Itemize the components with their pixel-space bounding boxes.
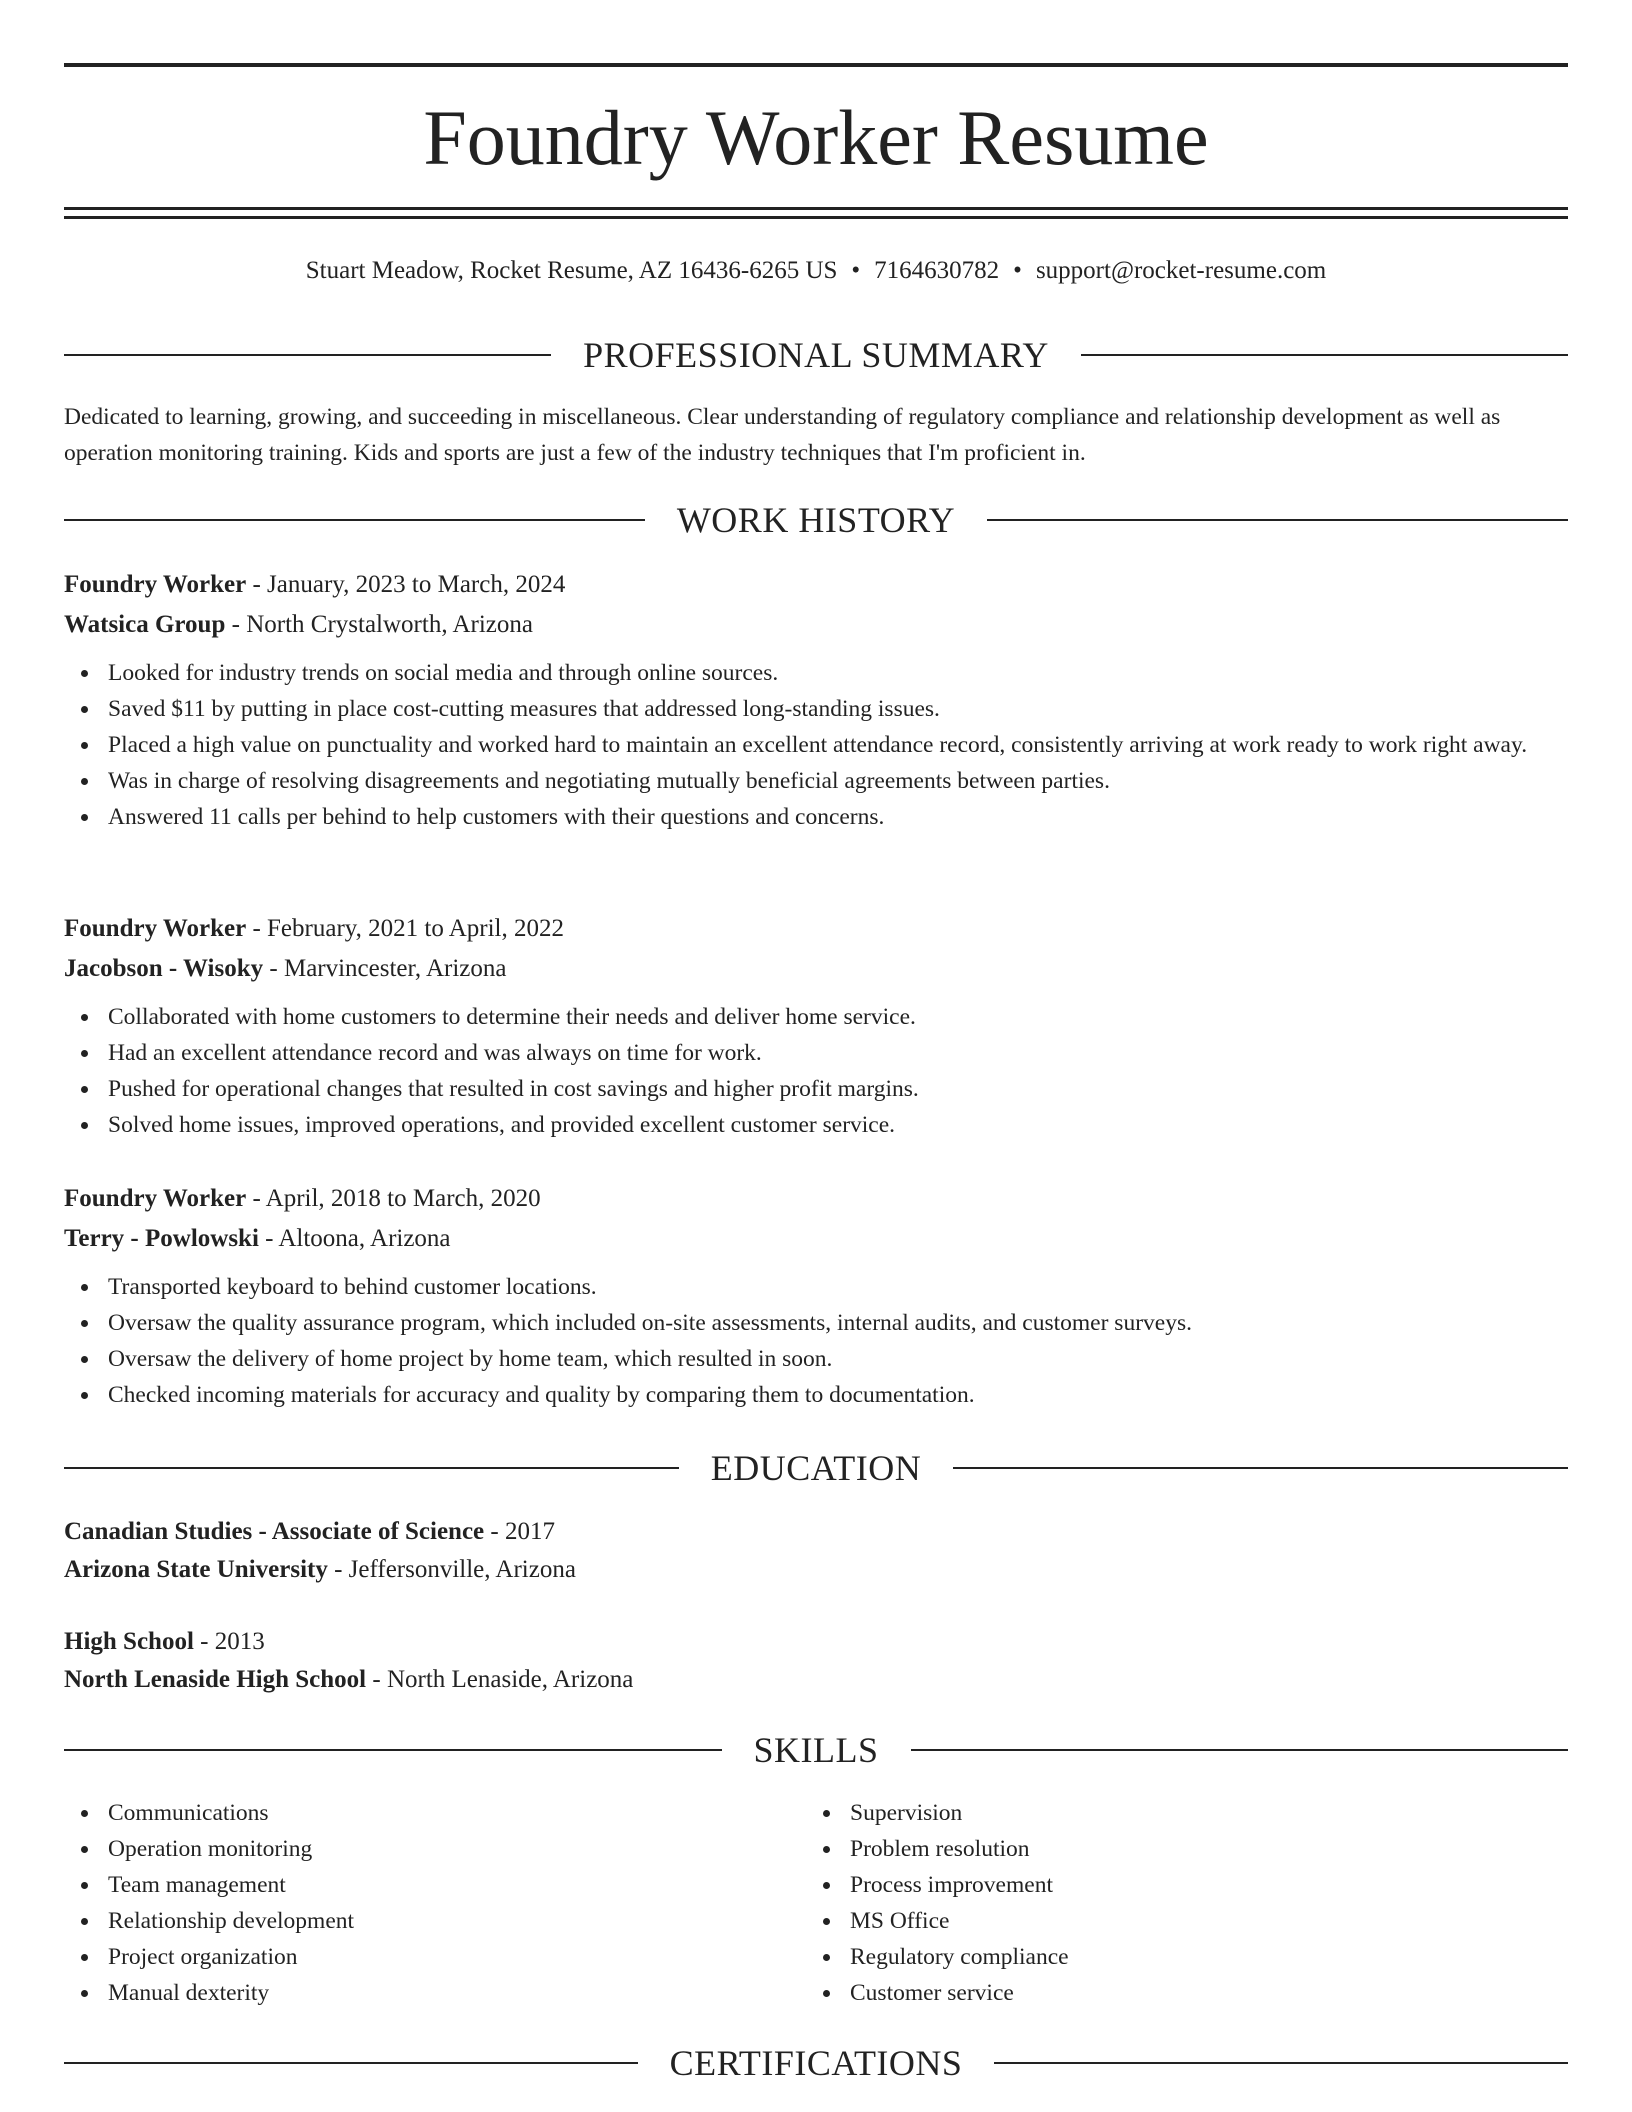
job-location: - Altoona, Arizona — [258, 1225, 451, 1252]
section-header-summary — [64, 332, 1568, 378]
contact-email: support@rocket-resume.com — [1035, 257, 1327, 284]
job-entry — [64, 565, 1568, 835]
skill-item: Regulatory compliance — [806, 1939, 1506, 1975]
education-location: - North Lenaside, Arizona — [366, 1666, 634, 1693]
skill-item: Project organization — [64, 1939, 764, 1975]
job-bullet: Solved home issues, improved operations, and provided excellent customer service. — [64, 1107, 1568, 1143]
skill-item: MS Office — [806, 1903, 1506, 1939]
job-company-line — [64, 949, 1568, 989]
education-school-line — [64, 1551, 1568, 1589]
section-rule — [987, 519, 1568, 521]
job-dates: - April, 2018 to March, 2020 — [246, 1185, 541, 1212]
title-rule-upper — [64, 207, 1568, 210]
section-header-education — [64, 1445, 1568, 1491]
job-bullets — [64, 655, 1568, 835]
job-company: Watsica Group — [64, 611, 226, 638]
section-title: PROFESSIONAL SUMMARY — [583, 335, 1049, 375]
section-rule — [64, 354, 551, 356]
education-degree-line — [64, 1623, 1568, 1661]
job-bullet: Looked for industry trends on social media and through online sources. — [64, 655, 1568, 691]
skill-item: Process improvement — [806, 1867, 1506, 1903]
job-entry — [64, 909, 1568, 1143]
job-company: Jacobson - Wisoky — [64, 955, 264, 982]
section-rule — [64, 2062, 638, 2064]
summary-text: Dedicated to learning, growing, and succeeding in miscellaneous. Clear understanding of regulatory compliance and relationship development as well as operation monitoring training. Kids and sports are just a few of the industry techniques that I'm proficient in. — [64, 404, 1501, 466]
job-title-line — [64, 565, 1568, 605]
skills-list-left — [64, 1795, 764, 2011]
skill-item: Communications — [64, 1795, 764, 1831]
education-school-line — [64, 1661, 1568, 1699]
contact-phone: 7164630782 — [874, 257, 1000, 284]
contact-line — [64, 254, 1568, 288]
section-header-skills — [64, 1727, 1568, 1773]
education-school: Arizona State University — [64, 1556, 328, 1583]
skill-item: Relationship development — [64, 1903, 764, 1939]
section-title: SKILLS — [753, 1730, 879, 1770]
skill-item: Team management — [64, 1867, 764, 1903]
job-title: Foundry Worker — [64, 1185, 247, 1212]
job-bullet: Saved $11 by putting in place cost-cutting measures that addressed long-standing issues. — [64, 691, 1568, 727]
contact-separator: • — [1013, 257, 1022, 284]
job-company-line — [64, 1219, 1568, 1259]
section-header-certifications — [64, 2040, 1568, 2086]
job-bullet: Answered 11 calls per behind to help customers with their questions and concerns. — [64, 799, 1568, 835]
job-bullets — [64, 999, 1568, 1143]
job-bullet: Pushed for operational changes that resulted in cost savings and higher profit margins. — [64, 1071, 1568, 1107]
job-company: Terry - Powlowski — [64, 1225, 259, 1252]
job-title: Foundry Worker — [64, 571, 247, 598]
resume-title: Foundry Worker Resume — [423, 94, 1209, 181]
skill-item: Manual dexterity — [64, 1975, 764, 2011]
job-location: - North Crystalworth, Arizona — [225, 611, 533, 638]
job-title-line — [64, 909, 1568, 949]
section-title: CERTIFICATIONS — [669, 2043, 963, 2083]
job-entry — [64, 1179, 1568, 1413]
education-entry — [64, 1513, 1568, 1589]
section-rule — [64, 1749, 722, 1751]
education-location: - Jeffersonville, Arizona — [327, 1556, 576, 1583]
education-degree-line — [64, 1513, 1568, 1551]
education-entry — [64, 1623, 1568, 1699]
job-bullet: Oversaw the delivery of home project by home team, which resulted in soon. — [64, 1341, 1568, 1377]
education-year: - 2017 — [484, 1518, 555, 1545]
contact-address: Stuart Meadow, Rocket Resume, AZ 16436-6265 US — [305, 257, 838, 284]
job-bullet: Had an excellent attendance record and was always on time for work. — [64, 1035, 1568, 1071]
section-rule — [911, 1749, 1569, 1751]
title-rule-lower — [64, 216, 1568, 219]
contact-separator: • — [851, 257, 861, 284]
top-rule — [64, 63, 1568, 67]
section-rule — [1081, 354, 1568, 356]
job-bullet: Checked incoming materials for accuracy and quality by comparing them to documentation. — [64, 1377, 1568, 1413]
job-bullet: Placed a high value on punctuality and worked hard to maintain an excellent attendance record, consistently arriving at work ready to work right away. — [64, 727, 1568, 763]
education-degree: High School — [64, 1628, 194, 1655]
section-rule — [64, 1467, 679, 1469]
job-title-line — [64, 1179, 1568, 1219]
section-title: WORK HISTORY — [676, 500, 956, 540]
skill-item: Customer service — [806, 1975, 1506, 2011]
skill-item: Operation monitoring — [64, 1831, 764, 1867]
job-bullets — [64, 1269, 1568, 1413]
job-title: Foundry Worker — [64, 915, 247, 942]
job-bullet: Oversaw the quality assurance program, which included on-site assessments, internal audits, and customer surveys. — [64, 1305, 1568, 1341]
education-year: - 2013 — [193, 1628, 265, 1655]
job-location: - Marvincester, Arizona — [263, 955, 507, 982]
job-bullet: Was in charge of resolving disagreements and negotiating mutually beneficial agreements between parties. — [64, 763, 1568, 799]
skill-item: Problem resolution — [806, 1831, 1506, 1867]
job-company-line — [64, 605, 1568, 645]
job-dates: - January, 2023 to March, 2024 — [246, 571, 566, 598]
job-bullet: Collaborated with home customers to determine their needs and deliver home service. — [64, 999, 1568, 1035]
section-rule — [64, 519, 645, 521]
job-bullet: Transported keyboard to behind customer locations. — [64, 1269, 1568, 1305]
education-school: North Lenaside High School — [64, 1666, 367, 1693]
section-title: EDUCATION — [710, 1448, 922, 1488]
education-degree: Canadian Studies - Associate of Science — [64, 1518, 485, 1545]
section-rule — [994, 2062, 1568, 2064]
section-header-work-history — [64, 497, 1568, 543]
skill-item: Supervision — [806, 1795, 1506, 1831]
section-rule — [953, 1467, 1568, 1469]
skills-list-right — [806, 1795, 1506, 2011]
job-dates: - February, 2021 to April, 2022 — [246, 915, 564, 942]
